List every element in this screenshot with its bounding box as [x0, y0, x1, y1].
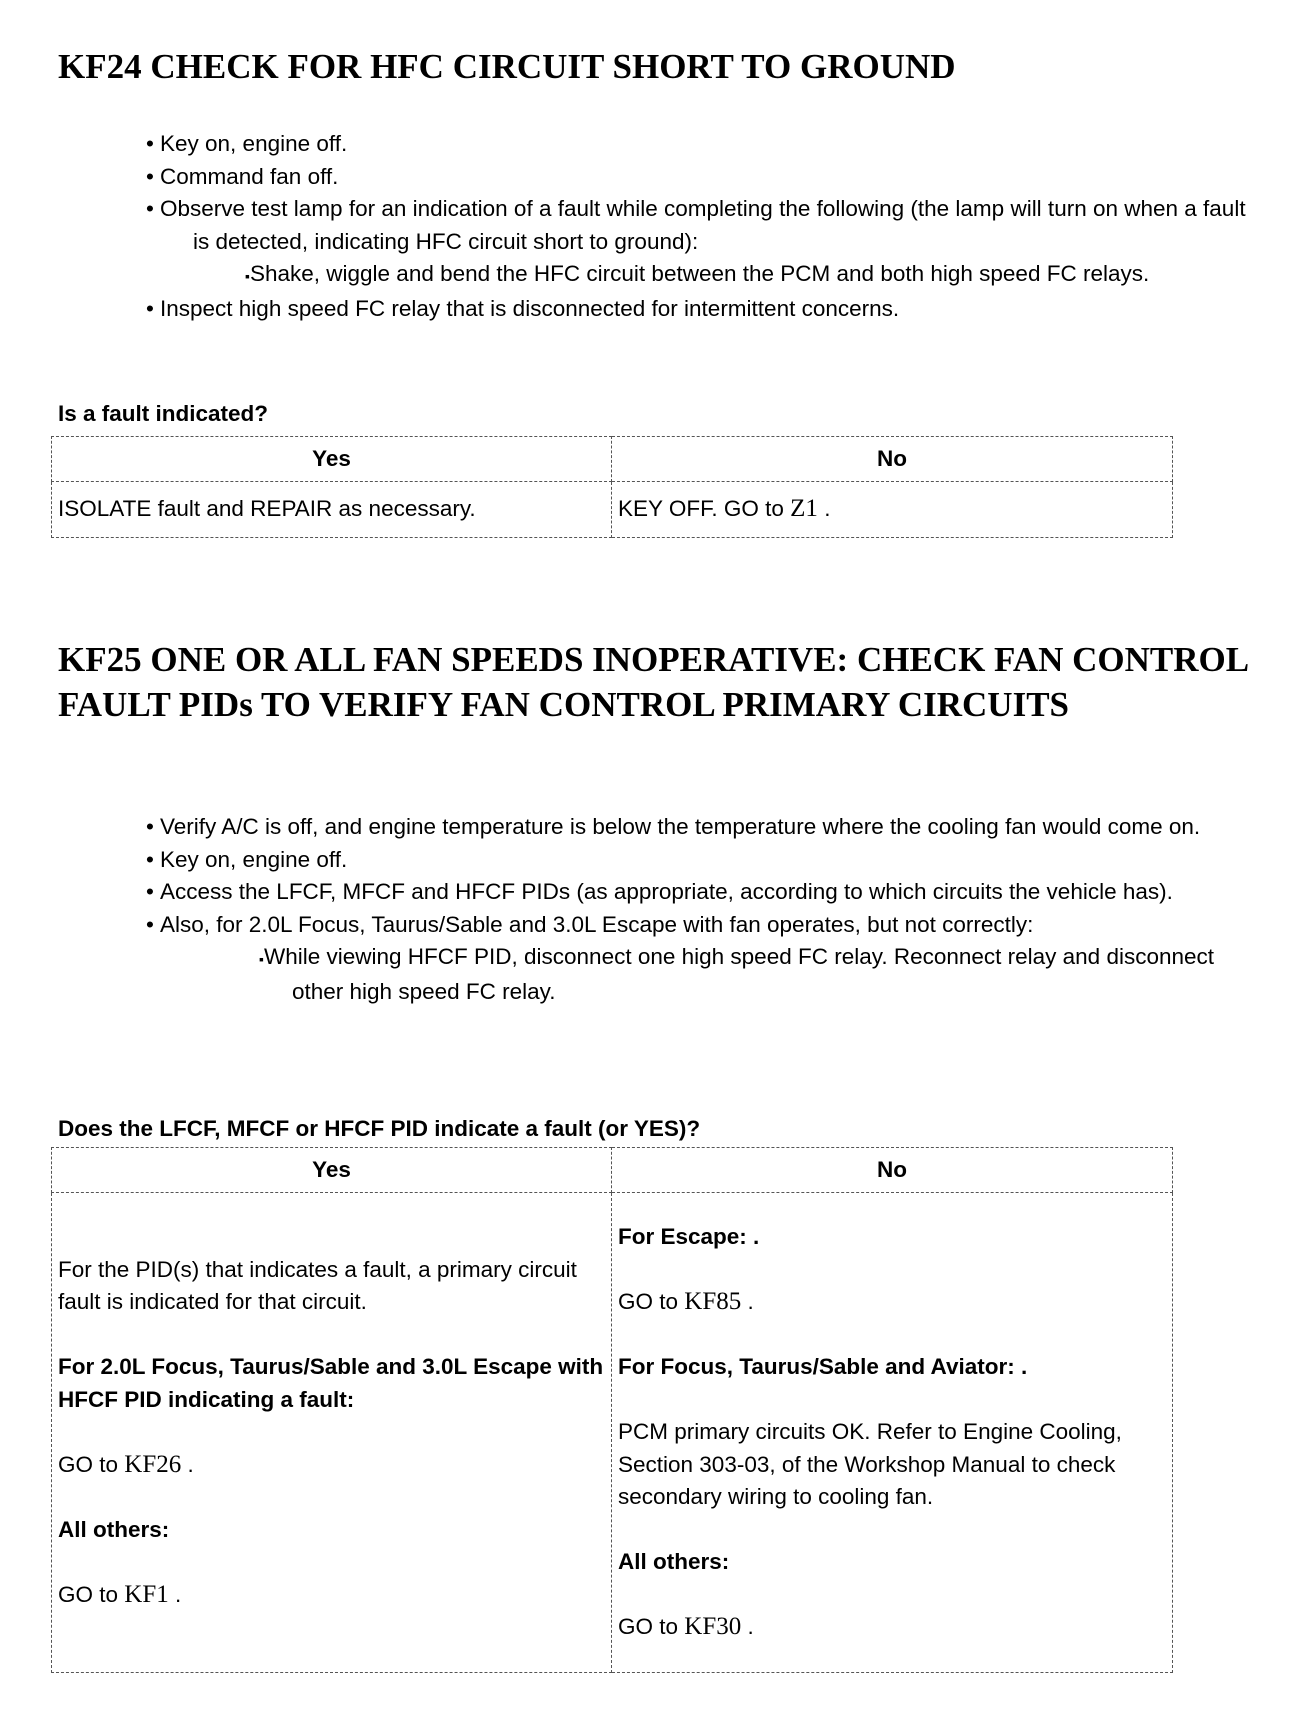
yes-header: Yes [52, 437, 612, 482]
list-item: • Key on, engine off. [0, 844, 1252, 877]
square-bullet-icon: ▪ [245, 268, 250, 284]
bullet-icon: • [146, 196, 154, 221]
list-item: • Command fan off. [0, 161, 1252, 194]
bullet-icon: • [146, 879, 154, 904]
bullet-icon: • [146, 295, 154, 321]
bullet-icon: • [146, 814, 154, 839]
bullet-icon: • [146, 131, 154, 156]
yes-cell: For the PID(s) that indicates a fault, a primary circuit fault is indicated for that circuit. For 2.0L Focus, Taurus/Sable and 3.0L Escape with HFCF PID indicating a fault: GO to KF26 . All others: GO to KF1 . [52, 1193, 612, 1673]
kf25-heading: KF25 ONE OR ALL FAN SPEEDS INOPERATIVE: CHECK FAN CONTROL FAULT PIDs TO VERIFY FAN CONTROL PRIMARY CIRCUITS [58, 640, 1248, 724]
kf24-result-table [51, 436, 1173, 538]
list-item: • Verify A/C is off, and engine temperature is below the temperature where the cooling fan would come on. [0, 811, 1252, 844]
list-item: • Inspect high speed FC relay that is disconnected for intermittent concerns. [0, 293, 1252, 326]
no-cell: KEY OFF. GO to Z1 . [612, 482, 1173, 538]
list-item: • Key on, engine off. [0, 128, 1252, 161]
list-item: • Access the LFCF, MFCF and HFCF PIDs (as appropriate, according to which circuits the vehicle has). [0, 876, 1252, 909]
no-header: No [612, 437, 1173, 482]
kf24-steps [0, 128, 1312, 325]
list-item: • Observe test lamp for an indication of a fault while completing the following (the lamp will turn on when a fault is detected, indicating HFC circuit short to ground): [0, 193, 1252, 258]
kf24-heading: KF24 CHECK FOR HFC CIRCUIT SHORT TO GROUND [58, 47, 956, 86]
kf25-result-table [51, 1147, 1173, 1673]
square-bullet-icon: ▪ [259, 951, 264, 967]
kf25-question: Does the LFCF, MFCF or HFCF PID indicate a fault (or YES)? [58, 1116, 701, 1141]
kf24-question: Is a fault indicated? [58, 401, 269, 426]
bullet-icon: • [146, 846, 154, 872]
kf25-steps [0, 811, 1312, 1008]
sub-list-item: ▪Shake, wiggle and bend the HFC circuit between the PCM and both high speed FC relays. [245, 261, 1150, 286]
link-z1[interactable]: Z1 [790, 495, 818, 523]
yes-header: Yes [52, 1148, 612, 1193]
bullet-icon: • [146, 163, 154, 189]
link-kf85[interactable]: KF85 [684, 1288, 742, 1316]
list-item: • Also, for 2.0L Focus, Taurus/Sable and 3.0L Escape with fan operates, but not correctly: [0, 909, 1252, 942]
yes-cell: ISOLATE fault and REPAIR as necessary. [52, 482, 612, 538]
link-kf26[interactable]: KF26 [124, 1450, 182, 1478]
link-kf1[interactable]: KF1 [124, 1580, 169, 1608]
no-header: No [612, 1148, 1173, 1193]
no-cell: For Escape: . GO to KF85 . For Focus, Taurus/Sable and Aviator: . PCM primary circuits OK. Refer to Engine Cooling, Section 303-03, of the Workshop Manual to check secondary wiring to cooling fan. All others: GO to KF30 . [612, 1193, 1173, 1673]
bullet-icon: • [146, 911, 154, 937]
link-kf30[interactable]: KF30 [684, 1613, 742, 1641]
sub-list-item: ▪While viewing HFCF PID, disconnect one high speed FC relay. Reconnect relay and disconnect other high speed FC relay. [259, 944, 1215, 1004]
